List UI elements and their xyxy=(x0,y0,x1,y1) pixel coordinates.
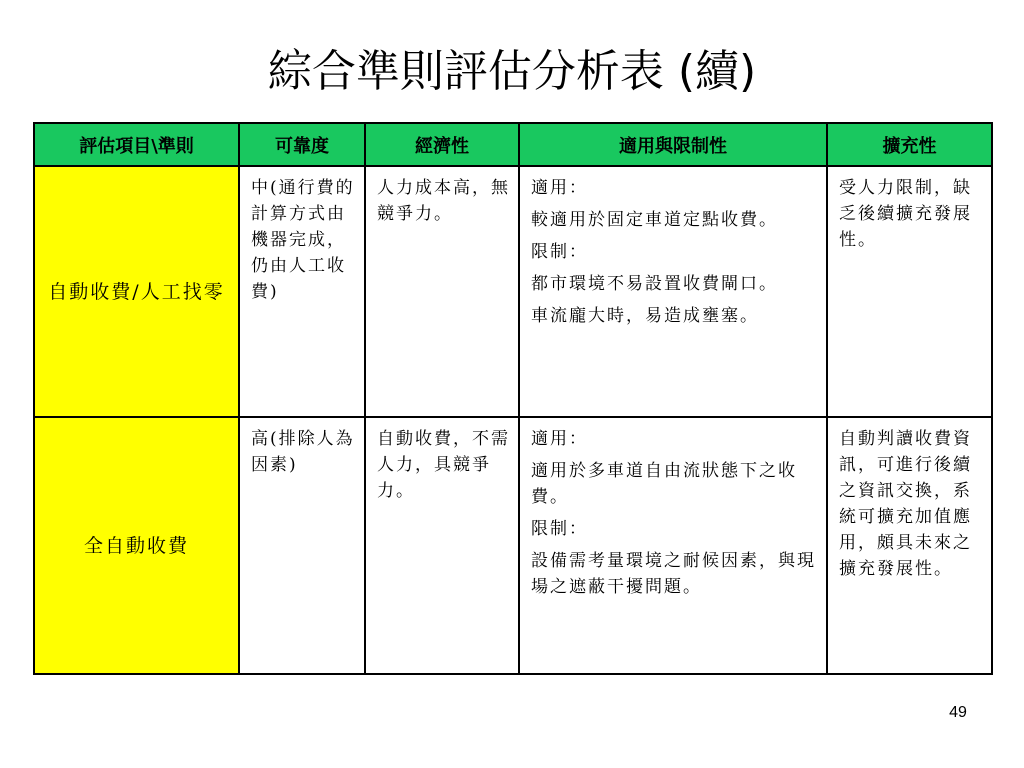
row-item-label: 自動收費/人工找零 xyxy=(34,166,239,417)
applicability-line: 設備需考量環境之耐候因素，與現場之遮蔽干擾問題。 xyxy=(531,551,816,597)
economy-cell: 自動收費，不需人力，具競爭力。 xyxy=(365,417,519,674)
applicability-line: 較適用於固定車道定點收費。 xyxy=(531,210,778,230)
table-row xyxy=(34,166,992,417)
applicability-line: 適用： xyxy=(531,429,588,449)
applicability-line: 適用於多車道自由流狀態下之收費。 xyxy=(531,461,797,507)
header-criteria: 評估項目\準則 xyxy=(34,123,239,166)
applicability-line: 都市環境不易設置收費閘口。 xyxy=(531,274,778,294)
reliability-cell: 中(通行費的計算方式由機器完成，仍由人工收費) xyxy=(239,166,365,417)
economy-cell: 人力成本高，無競爭力。 xyxy=(365,166,519,417)
evaluation-table xyxy=(33,122,993,675)
row-item-label: 全自動收費 xyxy=(34,417,239,674)
header-reliability: 可靠度 xyxy=(239,123,365,166)
applicability-line: 限制： xyxy=(531,519,588,539)
expandability-cell: 自動判讀收費資訊，可進行後續之資訊交換，系統可擴充加值應用，頗具未來之擴充發展性。 xyxy=(827,417,992,674)
applicability-line: 限制： xyxy=(531,242,588,262)
header-economy: 經濟性 xyxy=(365,123,519,166)
slide-title: 綜合準則評估分析表 (續) xyxy=(267,46,757,97)
expandability-cell: 受人力限制，缺乏後續擴充發展性。 xyxy=(827,166,992,417)
header-expandability: 擴充性 xyxy=(827,123,992,166)
applicability-line: 適用： xyxy=(531,178,588,198)
table-row xyxy=(34,417,992,674)
applicability-cell xyxy=(519,417,827,674)
page-number: 49 xyxy=(949,704,967,721)
header-applicability: 適用與限制性 xyxy=(519,123,827,166)
applicability-cell xyxy=(519,166,827,417)
table-header-row xyxy=(34,123,992,166)
reliability-cell: 高(排除人為因素) xyxy=(239,417,365,674)
applicability-line: 車流龐大時，易造成壅塞。 xyxy=(531,306,759,326)
